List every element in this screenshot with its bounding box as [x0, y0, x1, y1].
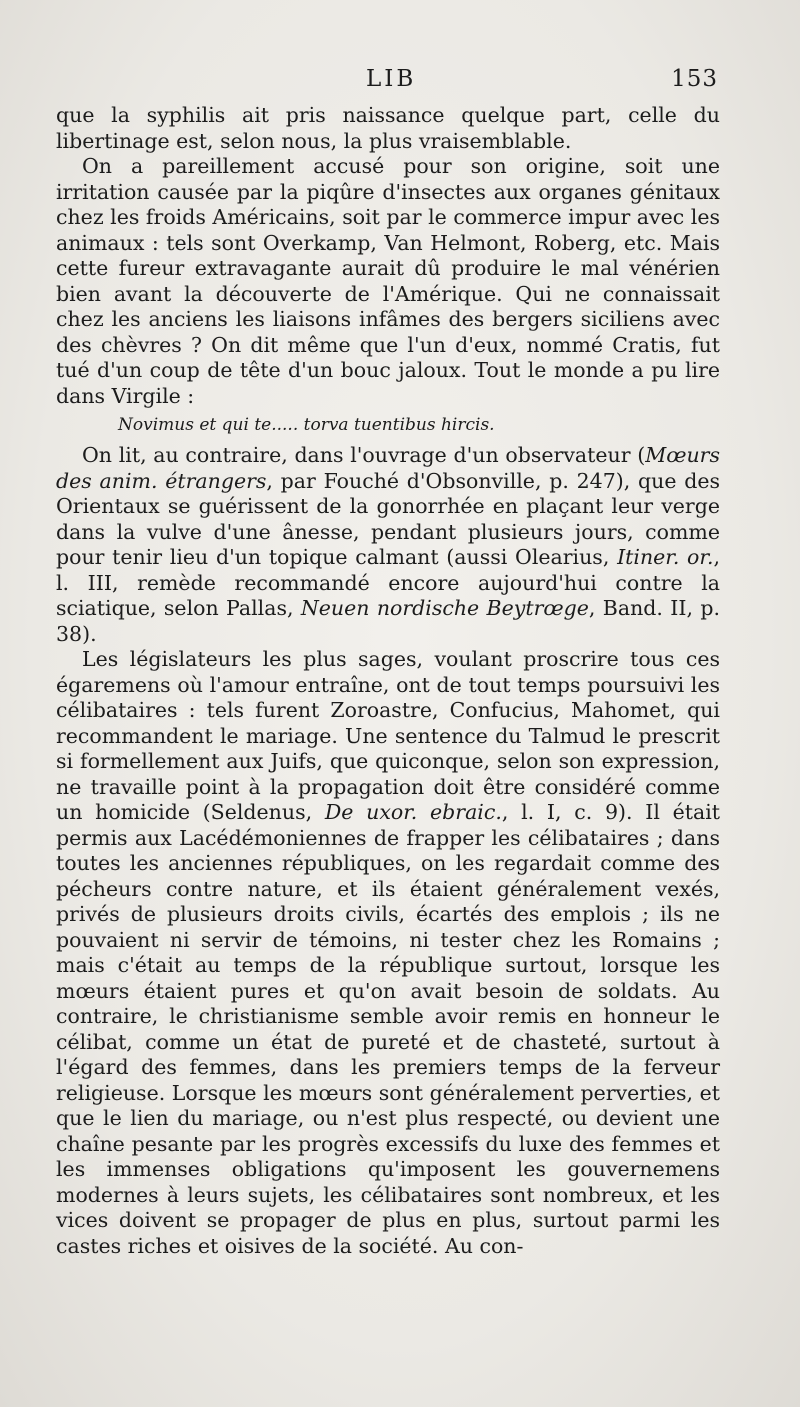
- work-title: Itiner. or.: [617, 545, 714, 569]
- paragraph-text: , l. I, c. 9). Il était permis aux Lacédémoniennes de frapper les célibataires ; dans toutes les anciennes républiques, on les regardait comme des pécheurs contre nature, et ils étaient généralement vexés, privés de plusieurs droits civils, écartés des emplois ; ils ne pouvaient ni servir de témoins, ni tester chez les Romains ; mais c'était au temps de la république surtout, lorsque les mœurs étaient pures et qu'on avait besoin de soldats. Au contraire, le christianisme semble avoir remis en honneur le célibat, comme un état de pureté et de chasteté, surtout à l'égard des femmes, dans les premiers temps de la ferveur religieuse. Lorsque les mœurs sont généralement perverties, et que le lien du mariage, ou n'est plus respecté, ou devient une chaîne pesante par les progrès excessifs du luxe des femmes et les immenses obligations qu'imposent les gouvernemens modernes à leurs sujets, les célibataires sont nombreux, et les vices doivent se propager de plus en plus, surtout parmi les castes riches et oisives de la société. Au con-: [56, 800, 720, 1258]
- paragraph-text: , par Fouché d'Obsonville, p. 247), que des Orientaux se guérissent de la gonorrhée en plaçant leur verge dans la vulve d'une ânesse, pendant plusieurs jours, comme pour tenir lieu d'un topique calmant (aussi Olearius,: [56, 468, 720, 569]
- paragraph-origin: On a pareillement accusé pour son origine, soit une irritation causée par la piqûre d'insectes aux organes génitaux chez les froids Américains, soit par le commerce impur avec les animaux : tels sont Overkamp, Van Helmont, Roberg, etc. Mais cette fureur extravagante aurait dû produire le mal vénérien bien avant la découverte de l'Amérique. Qui ne connaissait chez les anciens les liaisons infâmes des bergers siciliens avec des chèvres ? On dit même que l'un d'eux, nommé Cratis, fut tué d'un coup de tête d'un bouc jaloux. Tout le monde a pu lire dans Virgile :: [56, 154, 720, 408]
- paragraph-text: Les législateurs les plus sages, voulant proscrire tous ces égaremens où l'amour entraîne, ont de tout temps poursuivi les célibataires : tels furent Zoroastre, Confucius, Mahomet, qui recommandent le mariage. Une sentence du Talmud le prescrit si formellement aux Juifs, que quiconque, selon son expression, ne travaille point à la propagation doit être considéré comme un homicide (Seldenus,: [56, 647, 720, 824]
- running-header: [0, 66, 800, 100]
- work-title: Neuen nordische Beytrœge: [300, 596, 589, 620]
- running-head-title: LIB: [366, 66, 417, 92]
- paragraph-orientals: [56, 443, 720, 647]
- paragraph-text: On lit, au contraire, dans l'ouvrage d'un observateur (: [82, 443, 646, 467]
- virgil-quotation: Novimus et qui te..... torva tuentibus hircis.: [118, 415, 495, 435]
- work-title: De uxor. ebraic.: [324, 800, 502, 824]
- paragraph-legislators: [56, 647, 720, 1259]
- paragraph-text: , Band. II, p. 38).: [56, 596, 720, 646]
- paragraph-continuation: que la syphilis ait pris naissance quelque part, celle du libertinage est, selon nous, la plus vraisemblable.: [56, 103, 720, 153]
- paragraph-text: , l. III, remède recommandé encore aujourd'hui contre la sciatique, selon Pallas,: [56, 545, 720, 620]
- body-text: [56, 103, 720, 1259]
- work-title: Mœurs des anim. étrangers: [56, 443, 720, 493]
- page-number: 153: [671, 66, 718, 92]
